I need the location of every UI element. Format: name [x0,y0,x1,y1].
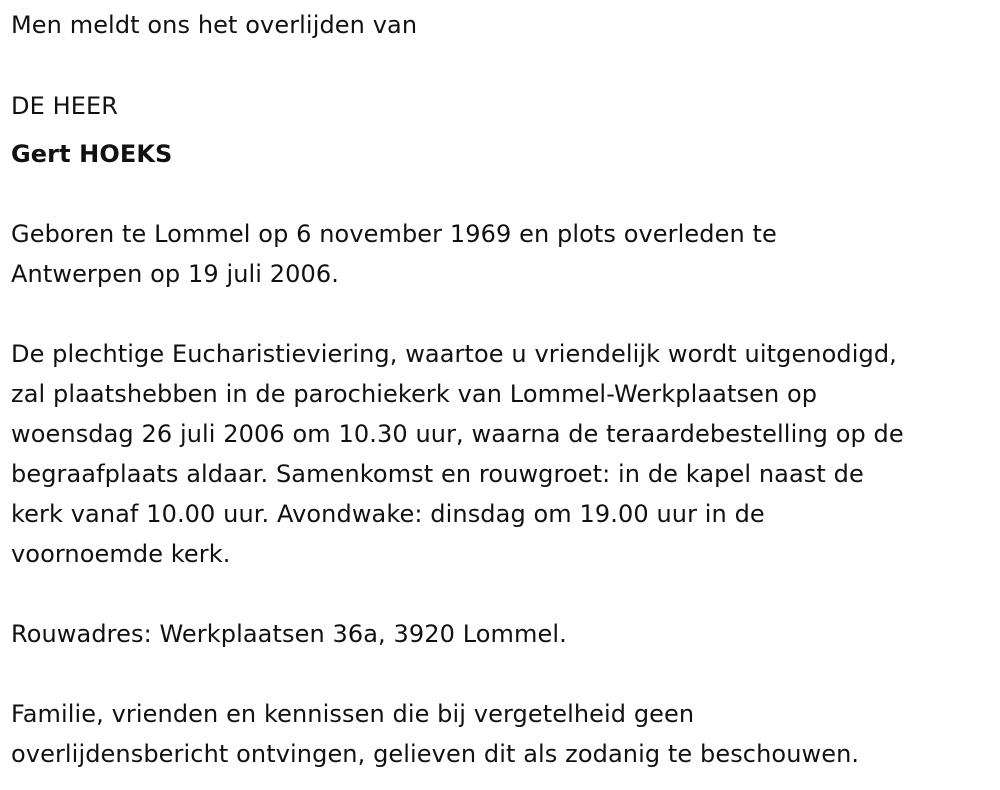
closing-line-1: Familie, vrienden en kennissen die bij vergetelheid geen [11,700,695,728]
ceremony-line-5: kerk vanaf 10.00 uur. Avondwake: dinsdag om 19.00 uur in de [11,500,765,528]
birth-line-2: Antwerpen op 19 juli 2006. [11,260,340,288]
ceremony-line-6: voornoemde kerk. [11,540,231,568]
ceremony-line-4: begraafplaats aldaar. Samenkomst en rouwgroet: in de kapel naast de [11,460,864,488]
obituary-notice [11,0,996,790]
ceremony-line-1: De plechtige Eucharistieviering, waartoe u vriendelijk wordt uitgenodigd, [11,340,897,368]
ceremony-line-2: zal plaatshebben in de parochiekerk van Lommel-Werkplaatsen op [11,380,818,408]
honorific: DE HEER [11,92,119,120]
closing-line-2: overlijdensbericht ontvingen, gelieven dit als zodanig te beschouwen. [11,740,860,768]
birth-line-1: Geboren te Lommel op 6 november 1969 en plots overleden te [11,220,777,248]
mourning-address: Rouwadres: Werkplaatsen 36a, 3920 Lommel. [11,620,567,648]
ceremony-line-3: woensdag 26 juli 2006 om 10.30 uur, waarna de teraardebestelling op de [11,420,904,448]
deceased-name: Gert HOEKS [11,140,173,168]
intro-text: Men meldt ons het overlijden van [11,11,418,39]
